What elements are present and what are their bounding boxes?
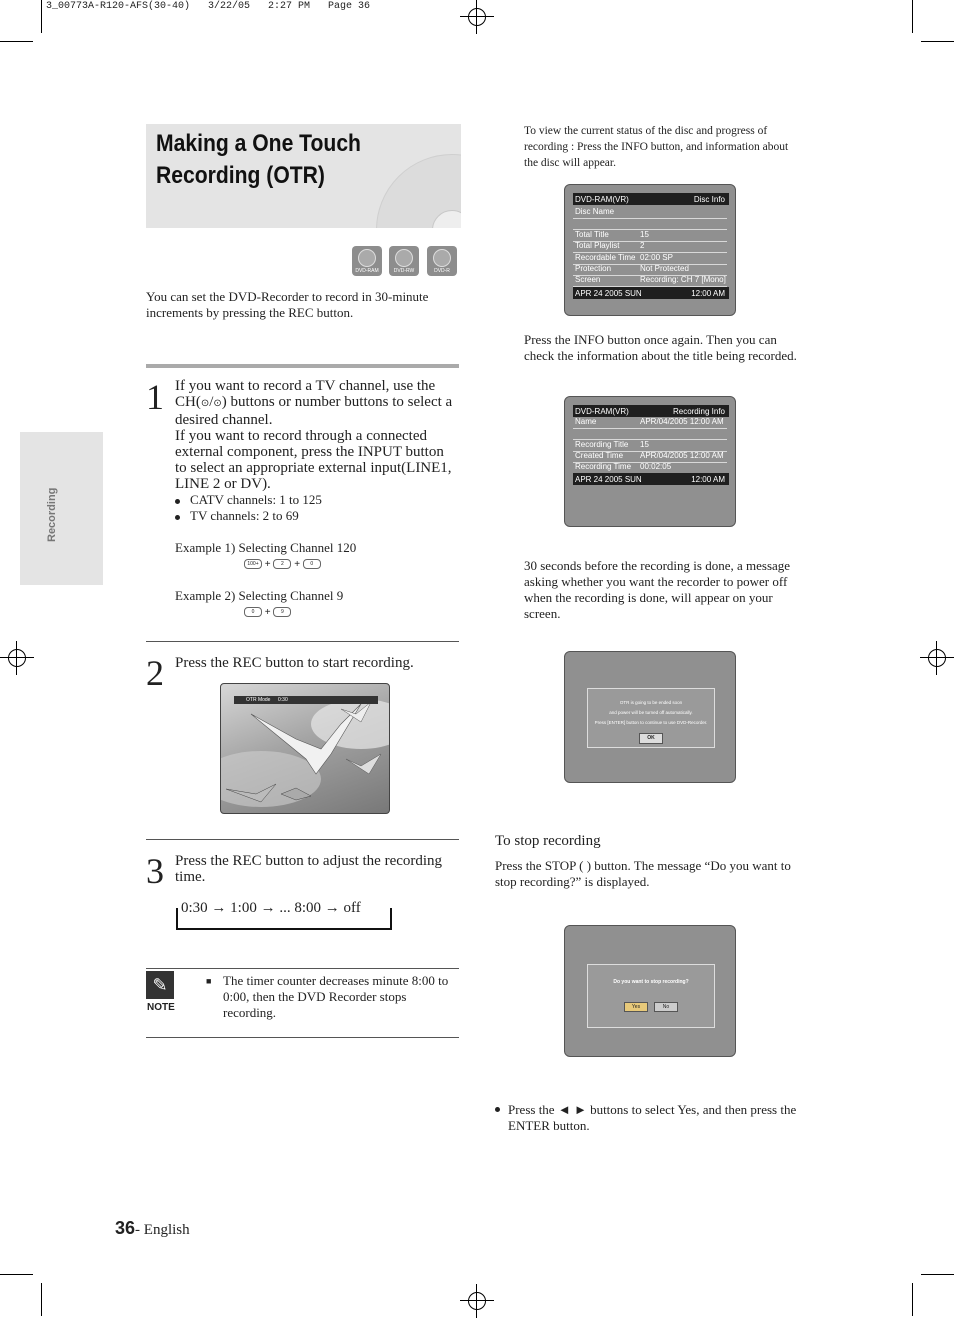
title-box: [146, 124, 461, 228]
otr-mode-label: OTR Mode: [246, 697, 271, 703]
info-row: Recording Title 15: [573, 440, 727, 452]
note-label: NOTE: [147, 1002, 175, 1013]
ch-down-icon: ⊙: [213, 398, 222, 409]
info-row: Screen Recording: CH 7 [Mono]: [573, 275, 727, 287]
step1-text: If you want to record a TV channel, use the CH(⊙/⊙) buttons or number buttons to select a desired channel. If you want to record through a connected external component, press the INPUT button to select an appropriate external input(LINE1, LINE 2 or DV).: [175, 378, 453, 492]
info-row: [573, 218, 727, 230]
example1-label: Example 1) Selecting Channel 120: [175, 540, 357, 555]
step-number: 3: [146, 851, 164, 891]
recording-info-header: DVD-RAM(VR) Recording Info: [573, 405, 729, 417]
step2-text: Press the REC button to start recording.: [175, 655, 414, 671]
yes-button[interactable]: Yes: [624, 1002, 648, 1012]
time-sequence-text: 0:30 → 1:00 → ... 8:00 → off: [178, 900, 364, 917]
right-p1: To view the current status of the disc and progress of recording : Press the INFO button, and information about the disc will appear.: [524, 125, 789, 169]
otr-time-value: 0:30: [278, 697, 288, 703]
page-number: 36: [115, 1218, 136, 1238]
key-2: 2: [273, 559, 291, 569]
dvd-ram-icon: DVD-RAM: [352, 246, 382, 276]
recording-info-footer: APR 24 2005 SUN 12:00 AM: [573, 473, 729, 485]
section-rule: [146, 364, 459, 368]
otr-dialog: [587, 688, 715, 748]
info-row: Disc Name: [573, 207, 727, 219]
otr-dialog-screen: [564, 651, 736, 783]
crop-mark: [41, 0, 42, 33]
page-language: - English: [135, 1222, 190, 1238]
crop-mark: [0, 41, 33, 42]
crop-mark: [912, 1283, 913, 1316]
tv-screen-birds: [220, 683, 390, 814]
print-header: 3_00773A-R120-AFS(30-40) 3/22/05 2:27 PM Page 36: [46, 1, 371, 12]
registration-mark: [0, 641, 34, 675]
right-p3: 30 seconds before the recording is done, a message asking whether you want the recorder to power off when the recording is done, will appear on your screen.: [524, 558, 791, 621]
registration-mark: [460, 0, 494, 34]
registration-mark: [920, 641, 954, 675]
disc-info-header: DVD-RAM(VR) Disc Info: [573, 193, 729, 205]
info-row: Recording Time 00:02:05: [573, 462, 727, 474]
stop-heading: To stop recording: [495, 833, 601, 849]
info-row: Total Title 15: [573, 230, 727, 242]
disc-info-panel: [573, 193, 729, 301]
intro-text: You can set the DVD-Recorder to record in 30-minute increments by pressing the REC button.: [146, 289, 429, 320]
step3-text: Press the REC button to adjust the recording time.: [175, 853, 443, 885]
page-title: Making a One Touch Recording (OTR): [156, 130, 361, 189]
key-100plus: 100+: [244, 559, 262, 569]
info-row: Total Playlist 2: [573, 241, 727, 253]
stop-dialog-question: Do you want to stop recording?: [613, 979, 689, 985]
crop-mark: [0, 1274, 33, 1275]
crop-mark: [912, 0, 913, 33]
right-p2: Press the INFO button once again. Then you can check the information about the title being recorded.: [524, 332, 797, 363]
example1-keys: 100+ + 2 + 0: [244, 559, 321, 570]
dvd-rw-icon: DVD-RW: [389, 246, 419, 276]
list-item: TV channels: 2 to 69: [175, 508, 299, 524]
stop-dialog-screen: [564, 925, 736, 1057]
section-rule: [146, 839, 459, 840]
step-number: 2: [146, 653, 164, 693]
page-footer: [115, 1218, 190, 1239]
disc-info-screen: [564, 184, 736, 316]
list-item: CATV channels: 1 to 125: [175, 492, 322, 508]
info-row: Recordable Time 02:00 SP: [573, 253, 727, 265]
recording-info-panel: [573, 405, 729, 489]
disc-info-footer: APR 24 2005 SUN 12:00 AM: [573, 287, 729, 299]
osd-bar: [234, 696, 378, 704]
info-row: Name APR/04/2005 12:00 AM: [573, 417, 727, 429]
note-rule-top: [146, 968, 459, 969]
section-rule: [146, 641, 459, 642]
crop-mark: [921, 41, 954, 42]
note-icon: ✎: [146, 971, 174, 999]
sidebar-tab: [20, 432, 103, 585]
final-bullet: Press the ◄ ► buttons to select Yes, and then press the ENTER button.: [495, 1102, 800, 1134]
key-0: 0: [303, 559, 321, 569]
key-0: 0: [244, 607, 262, 617]
step-number: 1: [146, 377, 164, 417]
info-row: Created Time APR/04/2005 12:00 AM: [573, 451, 727, 463]
ok-button[interactable]: OK: [639, 733, 663, 744]
dvd-r-icon: DVD-R: [427, 246, 457, 276]
otr-dialog-text: OTR is going to be ended soon and power will be turned off automatically. Press [ENTER] button to continue to use DVD-Recorder.: [594, 700, 708, 725]
registration-mark: [460, 1284, 494, 1318]
crop-mark: [921, 1274, 954, 1275]
note-text: ■ The timer counter decreases minute 8:00 to 0:00, then the DVD Recorder stops recording.: [206, 973, 449, 1020]
key-9: 9: [273, 607, 291, 617]
ch-up-icon: ⊙: [200, 398, 210, 409]
stop-dialog: [587, 964, 715, 1028]
info-row: Protection Not Protected: [573, 264, 727, 276]
crop-mark: [41, 1283, 42, 1316]
recording-info-screen: [564, 396, 736, 527]
no-button[interactable]: No: [654, 1002, 678, 1012]
example2-keys: 0 + 9: [244, 607, 291, 618]
note-rule-bottom: [146, 1037, 459, 1038]
example2-label: Example 2) Selecting Channel 9: [175, 588, 344, 603]
sidebar-label: Recording: [46, 487, 58, 542]
info-row: [573, 428, 727, 440]
stop-text: Press the STOP ( ) button. The message “Do you want to stop recording?” is displayed.: [495, 858, 791, 889]
